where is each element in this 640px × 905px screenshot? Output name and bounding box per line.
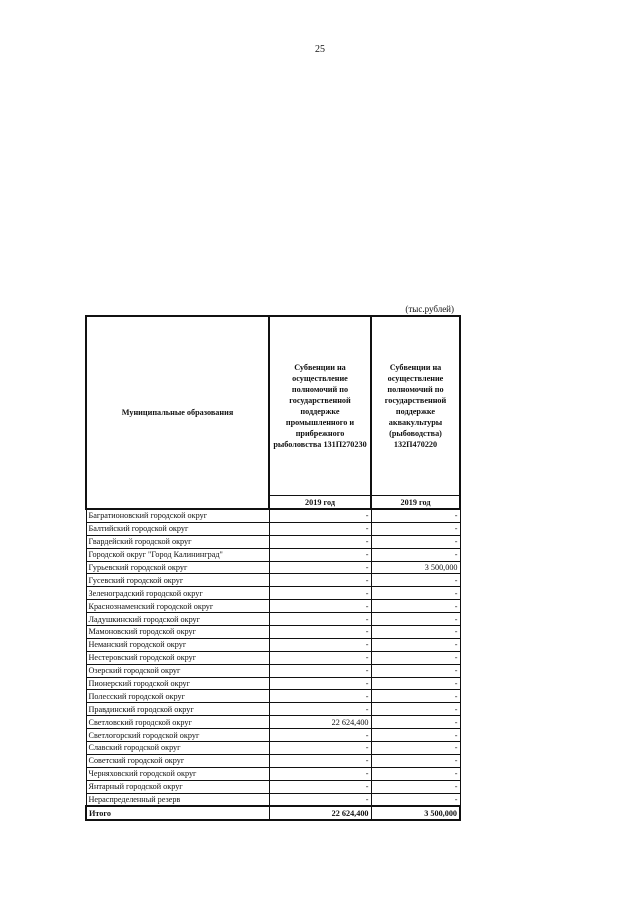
total-aquaculture-value: 3 500,000: [371, 806, 460, 820]
aquaculture-value: 3 500,000: [371, 561, 460, 574]
header-year-aquaculture: 2019 год: [371, 496, 460, 510]
municipality-name: Советский городской округ: [86, 754, 269, 767]
table-row: [86, 626, 460, 639]
fishery-value: -: [269, 651, 371, 664]
table-row: [86, 522, 460, 535]
fishery-value: -: [269, 561, 371, 574]
fishery-value: -: [269, 793, 371, 806]
fishery-value: -: [269, 703, 371, 716]
fishery-value: -: [269, 548, 371, 561]
municipality-name: Неманский городской округ: [86, 638, 269, 651]
aquaculture-value: -: [371, 780, 460, 793]
table-row: [86, 651, 460, 664]
fishery-value: -: [269, 626, 371, 639]
aquaculture-value: -: [371, 522, 460, 535]
aquaculture-value: -: [371, 638, 460, 651]
aquaculture-value: -: [371, 509, 460, 522]
municipality-name: Балтийский городской округ: [86, 522, 269, 535]
fishery-value: -: [269, 767, 371, 780]
header-fishery-subvention: [269, 316, 371, 496]
table-row: [86, 664, 460, 677]
table-row: [86, 729, 460, 742]
municipality-name: Городской округ "Город Калининград": [86, 548, 269, 561]
table-row: [86, 613, 460, 626]
table-row: [86, 548, 460, 561]
municipality-name: Нераспределенный резерв: [86, 793, 269, 806]
aquaculture-value: -: [371, 742, 460, 755]
table-row: [86, 587, 460, 600]
municipality-name: Зеленоградский городской округ: [86, 587, 269, 600]
municipality-name: Гурьевский городской округ: [86, 561, 269, 574]
fishery-value: -: [269, 535, 371, 548]
aquaculture-value: -: [371, 651, 460, 664]
fishery-value: -: [269, 587, 371, 600]
table-row: [86, 703, 460, 716]
table-row: [86, 716, 460, 729]
header-municipalities-label: Муниципальные образования: [121, 408, 234, 417]
aquaculture-value: -: [371, 600, 460, 613]
header-aquaculture-subvention-label: Субвенции на осуществление полномочий по государственной поддержке аквакультуры (рыбоводства) 132П470220: [384, 363, 447, 449]
aquaculture-value: -: [371, 613, 460, 626]
municipality-name: Черняховский городской округ: [86, 767, 269, 780]
table-row: [86, 600, 460, 613]
total-fishery-value: 22 624,400: [269, 806, 371, 820]
municipality-name: Правдинский городской округ: [86, 703, 269, 716]
aquaculture-value: -: [371, 729, 460, 742]
table-row: [86, 767, 460, 780]
fishery-value: -: [269, 613, 371, 626]
fishery-value: -: [269, 677, 371, 690]
municipality-name: Гусевский городской округ: [86, 574, 269, 587]
table-row: [86, 638, 460, 651]
municipality-name: Краснознаменский городской округ: [86, 600, 269, 613]
aquaculture-value: -: [371, 716, 460, 729]
table-row: [86, 509, 460, 522]
fishery-value: -: [269, 600, 371, 613]
aquaculture-value: -: [371, 703, 460, 716]
fishery-value: -: [269, 638, 371, 651]
fishery-value: -: [269, 780, 371, 793]
municipality-name: Гвардейский городской округ: [86, 535, 269, 548]
table-row: [86, 535, 460, 548]
fishery-value: -: [269, 664, 371, 677]
fishery-value: 22 624,400: [269, 716, 371, 729]
aquaculture-value: -: [371, 535, 460, 548]
aquaculture-value: -: [371, 690, 460, 703]
header-municipalities: [86, 316, 269, 509]
subventions-table: [85, 315, 461, 821]
municipality-name: Мамоновский городской округ: [86, 626, 269, 639]
aquaculture-value: -: [371, 793, 460, 806]
table-row: [86, 780, 460, 793]
total-row: [86, 806, 460, 820]
municipality-name: Светлогорский городской округ: [86, 729, 269, 742]
aquaculture-value: -: [371, 587, 460, 600]
header-fishery-subvention-label: Субвенции на осуществление полномочий по государственной поддержке промышленного и прибрежного рыболовства 131П270230: [273, 363, 367, 449]
municipality-name: Озерский городской округ: [86, 664, 269, 677]
aquaculture-value: -: [371, 767, 460, 780]
municipality-name: Ладушкинский городской округ: [86, 613, 269, 626]
fishery-value: -: [269, 742, 371, 755]
table-body: [86, 509, 460, 820]
total-label: Итого: [86, 806, 269, 820]
fishery-value: -: [269, 574, 371, 587]
header-aquaculture-subvention: [371, 316, 460, 496]
aquaculture-value: -: [371, 574, 460, 587]
aquaculture-value: -: [371, 664, 460, 677]
table-row: [86, 742, 460, 755]
municipality-name: Пионерский городской округ: [86, 677, 269, 690]
municipality-name: Янтарный городской округ: [86, 780, 269, 793]
fishery-value: -: [269, 690, 371, 703]
units-label: (тыс.рублей): [405, 304, 454, 314]
aquaculture-value: -: [371, 754, 460, 767]
table-row: [86, 690, 460, 703]
municipality-name: Полесский городской округ: [86, 690, 269, 703]
aquaculture-value: -: [371, 626, 460, 639]
fishery-value: -: [269, 522, 371, 535]
fishery-value: -: [269, 754, 371, 767]
header-year-fishery: 2019 год: [269, 496, 371, 510]
page-number: 25: [315, 44, 325, 55]
aquaculture-value: -: [371, 548, 460, 561]
table-row: [86, 574, 460, 587]
municipality-name: Багратионовский городской округ: [86, 509, 269, 522]
municipality-name: Нестеровский городской округ: [86, 651, 269, 664]
table-row: [86, 754, 460, 767]
fishery-value: -: [269, 509, 371, 522]
aquaculture-value: -: [371, 677, 460, 690]
fishery-value: -: [269, 729, 371, 742]
municipality-name: Славский городской округ: [86, 742, 269, 755]
table-row: [86, 561, 460, 574]
table-row: [86, 677, 460, 690]
table-row: [86, 793, 460, 806]
municipality-name: Светловский городской округ: [86, 716, 269, 729]
